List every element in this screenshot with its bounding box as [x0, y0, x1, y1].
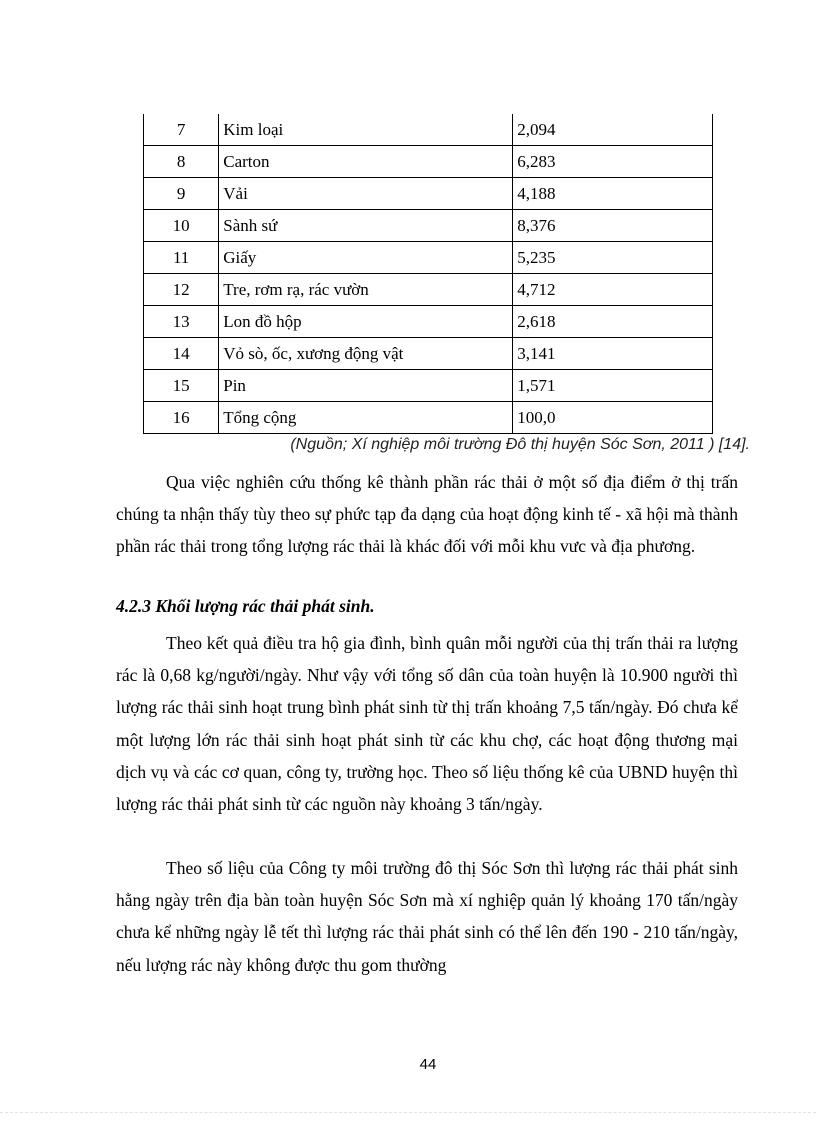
material-name-cell: Vải [219, 178, 513, 210]
row-number-cell: 13 [144, 306, 219, 338]
material-name-cell: Sành sứ [219, 210, 513, 242]
percentage-cell: 8,376 [513, 210, 713, 242]
percentage-cell: 2,094 [513, 114, 713, 146]
row-number-cell: 16 [144, 402, 219, 434]
table-row [144, 210, 713, 242]
material-name-cell: Kim loại [219, 114, 513, 146]
table-source-note: (Nguồn; Xí nghiệp môi trường Đô thị huyện Sóc Sơn, 2011 ) [14]. [290, 436, 750, 453]
material-name-cell: Lon đồ hộp [219, 306, 513, 338]
row-number-cell: 15 [144, 370, 219, 402]
percentage-cell: 100,0 [513, 402, 713, 434]
footer-divider [0, 1112, 816, 1113]
table-row [144, 402, 713, 434]
page-number: 44 [419, 1056, 437, 1073]
percentage-cell: 4,188 [513, 178, 713, 210]
percentage-cell: 1,571 [513, 370, 713, 402]
percentage-cell: 5,235 [513, 242, 713, 274]
row-number-cell: 8 [144, 146, 219, 178]
paragraph-waste-volume-survey: Theo kết quả điều tra hộ gia đình, bình quân mỗi người của thị trấn thải ra lượng rác là 0,68 kg/người/ngày. Như vậy với tổng số dân của toàn huyện là 10.900 người thì lượng rác thải sinh hoạt trung bình phát sinh từ thị trấn khoảng 7,5 tấn/ngày. Đó chưa kể một lượng lớn rác thải sinh hoạt phát sinh từ các khu chợ, các hoạt động thương mại dịch vụ và các cơ quan, công ty, trường học. Theo số liệu thống kê của UBND huyện thì lượng rác thải phát sinh từ các nguồn này khoảng 3 tấn/ngày. [116, 633, 738, 815]
material-name-cell: Tổng cộng [219, 402, 513, 434]
percentage-cell: 6,283 [513, 146, 713, 178]
material-name-cell: Tre, rơm rạ, rác vườn [219, 274, 513, 306]
row-number-cell: 10 [144, 210, 219, 242]
table-row [144, 274, 713, 306]
waste-composition-table [143, 114, 713, 434]
material-name-cell: Vỏ sò, ốc, xương động vật [219, 338, 513, 370]
table-row [144, 370, 713, 402]
row-number-cell: 11 [144, 242, 219, 274]
material-name-cell: Giấy [219, 242, 513, 274]
material-name-cell: Pin [219, 370, 513, 402]
table-row [144, 306, 713, 338]
table-row [144, 178, 713, 210]
row-number-cell: 7 [144, 114, 219, 146]
percentage-cell: 2,618 [513, 306, 713, 338]
paragraph-company-statistics: Theo số liệu của Công ty môi trường đô thị Sóc Sơn thì lượng rác thải phát sinh hằng ngày trên địa bàn toàn huyện Sóc Sơn mà xí nghiệp quản lý khoảng 170 tấn/ngày chưa kể những ngày lễ tết thì lượng rác thải phát sinh có thể lên đến 190 - 210 tấn/ngày, nếu lượng rác này không được thu gom thường [116, 858, 738, 975]
percentage-cell: 3,141 [513, 338, 713, 370]
material-name-cell: Carton [219, 146, 513, 178]
row-number-cell: 12 [144, 274, 219, 306]
table-row [144, 338, 713, 370]
row-number-cell: 14 [144, 338, 219, 370]
row-number-cell: 9 [144, 178, 219, 210]
section-heading: 4.2.3 Khối lượng rác thải phát sinh. [116, 596, 375, 616]
percentage-cell: 4,712 [513, 274, 713, 306]
table-row [144, 242, 713, 274]
table-row [144, 114, 713, 146]
table-row [144, 146, 713, 178]
paragraph-composition-analysis: Qua việc nghiên cứu thống kê thành phần rác thải ở một số địa điểm ở thị trấn chúng ta nhận thấy tùy theo sự phức tạp đa dạng của hoạt động kinh tế - xã hội mà thành phần rác thải trong tổng lượng rác thải là khác đối với mỗi khu vưc và địa phương. [116, 472, 738, 557]
